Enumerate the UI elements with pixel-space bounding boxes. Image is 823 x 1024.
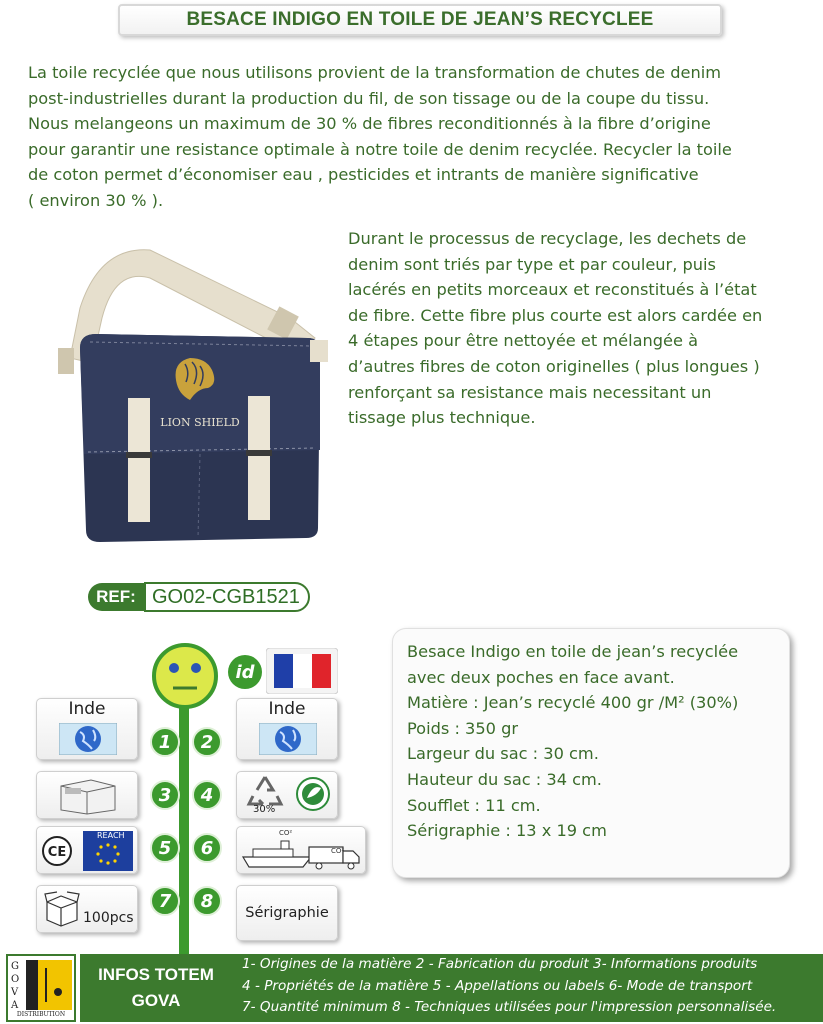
totem-number-2: 2 [192,727,222,757]
page-title: BESACE INDIGO EN TOILE DE JEAN’S RECYCLEE [186,9,654,30]
transport-card [236,826,366,874]
origin-country: Inde [68,699,106,719]
infos-totem-title [80,954,232,1022]
process-line: 4 étapes pour être nettoyée et mélangée à [348,331,699,351]
spec-line: Besace Indigo en toile de jean’s recyclée [407,642,739,661]
totem-pole [179,690,189,956]
totem-number-8: 8 [192,886,222,916]
process-paragraph [348,226,808,431]
id-badge: id [228,655,262,689]
carton-box-icon [57,776,119,816]
intro-line: Nous melangeons un maximum de 30 % de fibres reconditionnés à la fibre d’origine [28,114,711,134]
logo-letters: G O V A [11,961,20,1011]
product-specs-box [392,628,790,878]
truck-icon [307,841,363,871]
reach-label: REACH [97,831,125,840]
process-line: tissage plus technique. [348,408,536,428]
material-properties-card [236,771,338,819]
totem-number-6: 6 [192,833,222,863]
infos-line-2: GOVA [131,991,181,1010]
gova-logo [6,954,76,1022]
footer [0,954,823,1024]
origin-card [36,698,138,760]
smiley-face-icon [151,642,219,710]
ship-icon [241,833,313,871]
technique-card [236,885,338,941]
title-banner [118,4,722,36]
france-flag-icon [266,648,338,694]
process-line: renforçant sa resistance mais necessitant un [348,382,712,402]
fabrication-country: Inde [268,699,306,719]
intro-paragraph [28,60,803,214]
intro-line: pour garantir une resistance optimale à notre toile de denim recyclée. Recycler la toile [28,139,732,159]
totem-number-7: 7 [150,886,180,916]
recycle-icon [245,774,285,808]
min-quantity: 100pcs [83,910,134,926]
product-info-card [36,771,138,819]
totem-number-5: 5 [150,833,180,863]
gova-mark-icon [26,960,72,1010]
spec-line: Soufflet : 11 cm. [407,795,541,815]
legend-line: 4 - Propriétés de la matière 5 - Appellations ou labels 6- Mode de transport [242,977,753,994]
legend-line: 7- Quantité minimum 8 - Techniques utilisées pour l'impression personnalisée. [242,999,777,1015]
labels-card [36,826,138,874]
intro-line: post-industrielles durant la production du fil, de son tissage ou de la coupe du tissu. [28,88,710,108]
spec-line: avec deux poches en face avant. [407,667,675,687]
intro-line: ( environ 30 % ). [28,190,164,210]
bag-image [40,238,340,558]
legend-line: 1- Origines de la matière 2 - Fabrication du produit 3- Informations produits [242,956,758,972]
process-line: denim sont triés par type et par couleur, puis [348,254,716,274]
svg-text:CE: CE [47,845,67,860]
recycled-percent: 30% [253,804,276,815]
open-box-icon [43,890,81,928]
spec-line: Largeur du sac : 30 cm. [407,744,599,764]
min-quantity-card [36,885,138,933]
spec-line: Matière : Jean’s recyclé 400 gr /M² (30%) [407,693,739,713]
co2-label-ship: CO² [279,829,293,837]
infos-line-1: INFOS TOTEM [98,965,214,984]
process-line: Durant le processus de recyclage, les dechets de [348,229,747,248]
totem-number-1: 1 [150,727,180,757]
co2-label-truck: CO² [331,847,345,855]
reference-badge [88,582,310,612]
totem-number-4: 4 [192,780,222,810]
bag-brand: LION SHIELD [160,416,240,429]
globe-icon [259,723,317,755]
logo-sub: DISTRIBUTION [16,1011,66,1018]
totem-number-3: 3 [150,780,180,810]
process-line: de fibre. Cette fibre plus courte est alors cardée en [348,305,763,325]
bio-label-icon [295,776,331,812]
intro-line: de coton permet d’économiser eau , pesticides et intrants de manière significative [28,165,699,185]
intro-line: La toile recyclée que nous utilisons provient de la transformation de chutes de denim [28,63,722,82]
fabrication-card [236,698,338,760]
technique: Sérigraphie [245,905,329,921]
ref-label: REF: [88,583,144,611]
spec-line: Poids : 350 gr [407,718,519,738]
process-line: d’autres fibres de coton originelles ( plus longues ) [348,356,760,376]
globe-icon [59,723,117,755]
spec-line: Hauteur du sac : 34 cm. [407,769,602,789]
spec-line: Sérigraphie : 13 x 19 cm [407,821,607,841]
totem-legend [238,954,823,1022]
ref-value: GO02-CGB1521 [144,582,310,612]
process-line: lacérés en petits morceaux et reconstitués à l’état [348,280,757,300]
ce-mark-icon [41,835,73,867]
